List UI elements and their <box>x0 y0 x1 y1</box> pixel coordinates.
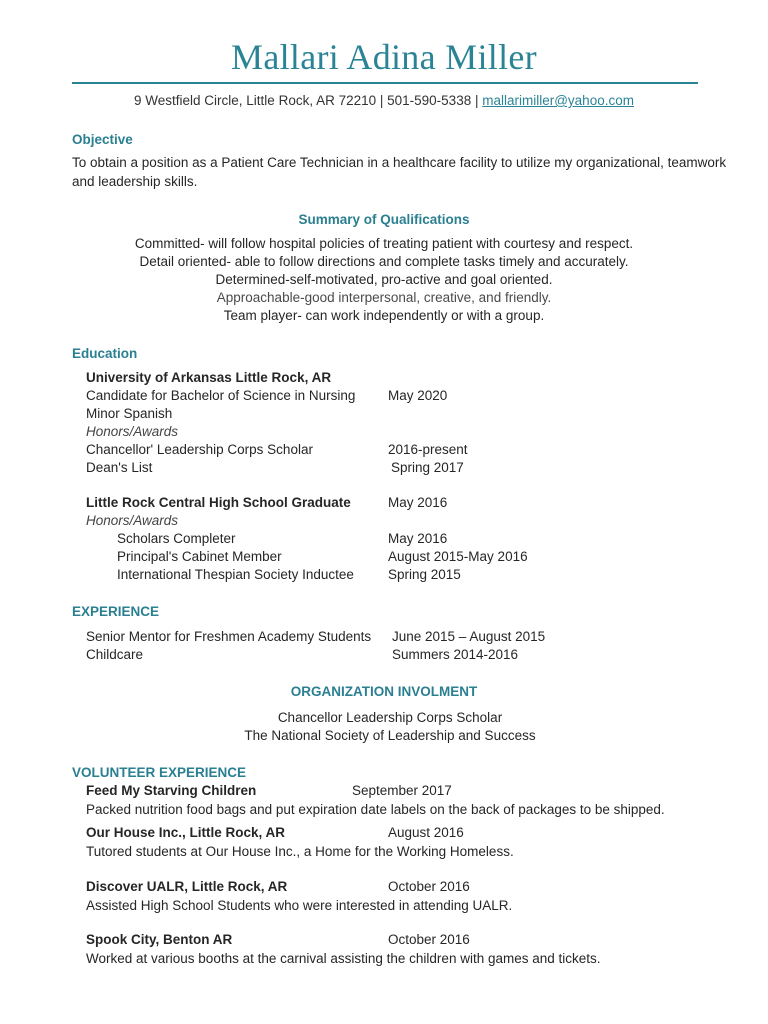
objective-line-2: and leadership skills. <box>72 174 198 189</box>
hs-date: May 2016 <box>388 495 448 510</box>
volunteer-desc: Assisted High School Students who were interested in attending UALR. <box>86 898 513 913</box>
resume-name: Mallari Adina Miller <box>231 37 537 77</box>
summary-heading: Summary of Qualifications <box>298 212 470 227</box>
education-heading: Education <box>72 346 138 361</box>
email-link[interactable]: mallarimiller@yahoo.com <box>482 93 634 108</box>
experience-heading: EXPERIENCE <box>72 604 160 619</box>
volunteer-desc: Tutored students at Our House Inc., a Home for the Working Homeless. <box>86 844 514 859</box>
experience-title: Childcare <box>86 647 144 662</box>
ualr-degree-date: May 2020 <box>388 388 448 403</box>
volunteer-date: October 2016 <box>388 879 470 894</box>
experience-date: Summers 2014-2016 <box>392 647 519 662</box>
header-divider <box>72 82 698 84</box>
experience-title: Senior Mentor for Freshmen Academy Students <box>86 629 372 644</box>
hs-school: Little Rock Central High School Graduate <box>86 495 351 510</box>
volunteer-date: September 2017 <box>352 783 452 798</box>
ualr-award: Dean's List <box>86 460 153 475</box>
volunteer-desc: Worked at various booths at the carnival assisting the children with games and tickets. <box>86 951 601 966</box>
ualr-school: University of Arkansas Little Rock, AR <box>86 370 332 385</box>
hs-award: International Thespian Society Inductee <box>117 567 354 582</box>
ualr-honors-label: Honors/Awards <box>86 424 179 439</box>
organization-item: The National Society of Leadership and Success <box>244 728 536 743</box>
volunteer-org: Feed My Starving Children <box>86 783 257 798</box>
summary-item: Determined-self-motivated, pro-active and goal oriented. <box>215 272 553 287</box>
summary-item: Team player- can work independently or with a group. <box>223 308 545 323</box>
summary-item: Approachable-good interpersonal, creative, and friendly. <box>216 290 552 305</box>
summary-item: Committed- will follow hospital policies of treating patient with courtesy and respect. <box>134 236 634 251</box>
experience-date: June 2015 – August 2015 <box>392 629 546 644</box>
ualr-award-date: Spring 2017 <box>391 460 464 475</box>
objective-heading: Objective <box>72 132 133 147</box>
organization-item: Chancellor Leadership Corps Scholar <box>277 710 503 725</box>
hs-award-date: Spring 2015 <box>388 567 461 582</box>
contact-line <box>0 93 768 108</box>
hs-award: Scholars Completer <box>117 531 236 546</box>
volunteer-desc: Packed nutrition food bags and put expiration date labels on the back of packages to be shipped. <box>86 802 665 817</box>
contact-address-phone: 9 Westfield Circle, Little Rock, AR 72210 | 501-590-5338 | <box>134 93 483 108</box>
ualr-degree: Candidate for Bachelor of Science in Nursing <box>86 388 356 403</box>
hs-honors-label: Honors/Awards <box>86 513 179 528</box>
volunteer-heading: VOLUNTEER EXPERIENCE <box>72 765 247 780</box>
volunteer-date: October 2016 <box>388 932 470 947</box>
objective-line-1: To obtain a position as a Patient Care Technician in a healthcare facility to utilize my organizational, teamwork <box>72 155 727 170</box>
volunteer-date: August 2016 <box>388 825 464 840</box>
ualr-award-date: 2016-present <box>388 442 468 457</box>
hs-award-date: May 2016 <box>388 531 448 546</box>
ualr-minor: Minor Spanish <box>86 406 173 421</box>
volunteer-org: Our House Inc., Little Rock, AR <box>86 825 286 840</box>
volunteer-org: Discover UALR, Little Rock, AR <box>86 879 288 894</box>
organization-heading: ORGANIZATION INVOLMENT <box>290 684 478 699</box>
hs-award-date: August 2015-May 2016 <box>388 549 528 564</box>
summary-item: Detail oriented- able to follow directions and complete tasks timely and accurately. <box>139 254 629 269</box>
volunteer-org: Spook City, Benton AR <box>86 932 233 947</box>
hs-award: Principal's Cabinet Member <box>117 549 282 564</box>
ualr-award: Chancellor' Leadership Corps Scholar <box>86 442 313 457</box>
